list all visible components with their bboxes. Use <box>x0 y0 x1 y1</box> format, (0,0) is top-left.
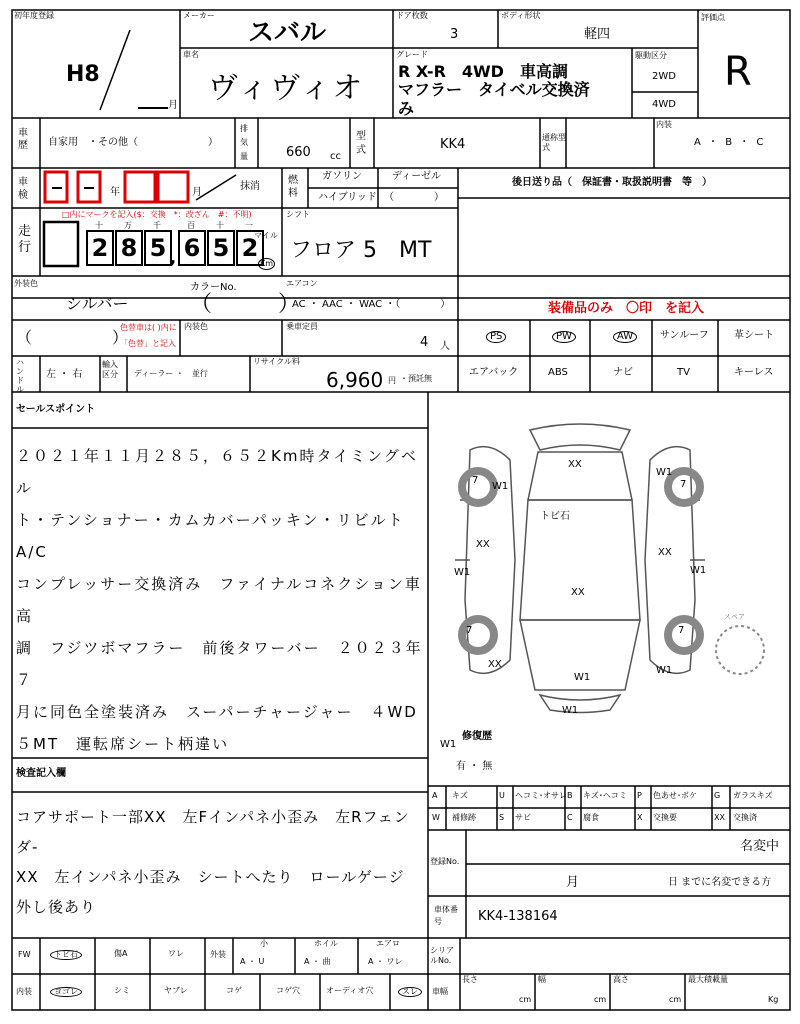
equipment-item: PS <box>486 331 506 343</box>
drive-4wd: 4WD <box>652 99 676 110</box>
small-options: A ・ U <box>240 957 265 966</box>
damage-mark: W1 <box>454 567 471 578</box>
displacement: 660 <box>286 145 311 160</box>
height-label: 高さ <box>613 975 629 984</box>
drive-2wd: 2WD <box>652 71 676 82</box>
fw-item: 傷A <box>114 949 128 958</box>
registration-label: 登録No. <box>430 857 460 866</box>
fuel-hybrid-other: （ ） <box>384 192 444 203</box>
legend-desc: 補修跡 <box>452 813 476 822</box>
unit-mile: マイル <box>254 231 278 240</box>
common-type-label: 通称型式 <box>542 133 566 152</box>
spare-label: スペア <box>724 613 745 621</box>
mileage-digit: 2 <box>236 230 264 266</box>
interior-damage-item: ヨゴレ <box>50 987 82 997</box>
fuel-diesel: ディーゼル <box>392 171 441 182</box>
grade-label: グレード <box>396 50 428 59</box>
width-label: 幅 <box>538 975 546 984</box>
fw-item: ワレ <box>168 949 184 958</box>
model-label: 車名 <box>183 50 199 59</box>
equipment-item: キーレス <box>734 367 774 378</box>
mileage-digit: 2 <box>86 230 114 266</box>
damage-mark: XX <box>476 539 490 550</box>
color-no-label: カラーNo. <box>190 282 237 293</box>
grade-line-3: み <box>398 99 415 118</box>
mileage-digit: 5 <box>207 230 235 266</box>
inspection-month-unit: 月 <box>192 187 202 198</box>
recycle-note: ・預託無 <box>400 374 432 383</box>
damage-mark: XX <box>488 659 502 670</box>
damage-mark: W1 <box>562 705 579 716</box>
unit-km: Km <box>260 259 274 268</box>
aero-label: エアロ <box>376 939 400 948</box>
recycle-label: リサイクル料 <box>253 357 300 366</box>
color-change-note-1: 色替車は( )内に <box>120 323 177 332</box>
interior-label: 内装 <box>656 120 672 129</box>
inspection-label: 車検 <box>18 177 28 201</box>
mileage-note: □内にマークを記入($：交換 *：改ざん #：不明) <box>62 210 252 219</box>
serial-label: シリアルNo. <box>430 946 454 965</box>
fw-item: トビ石 <box>50 950 82 960</box>
registration-day-text: 日 までに名変できる方 <box>668 877 772 888</box>
damage-mark: W1 <box>690 565 707 576</box>
legend-code: G <box>714 791 721 800</box>
equipment-item: PW <box>552 331 576 343</box>
recycle-fee: 6,960 <box>326 368 384 392</box>
mileage-place-label: 千 <box>153 221 161 230</box>
tire-tread: 7 <box>466 625 473 636</box>
fw-label: FW <box>18 950 31 959</box>
interior-grades: A ・ B ・ C <box>694 137 766 148</box>
interior-damage-item: オーディオ穴 <box>326 986 374 995</box>
length-unit: cm <box>519 995 532 1004</box>
doors-label: ドア枚数 <box>396 11 428 20</box>
legend-desc: キズ <box>452 791 468 800</box>
damage-mark: XX <box>658 547 672 558</box>
legend-desc: キズ･ヘコミ <box>583 791 627 800</box>
sales-points-label: セールスポイント <box>16 404 96 415</box>
legend-desc: 交換済 <box>733 813 757 822</box>
first-reg-year: H8 <box>66 62 100 87</box>
interior-damage-item: スレ <box>398 987 422 997</box>
exterior-color: シルバー <box>66 294 129 313</box>
usage-value: 自家用 ・その他（ ） <box>48 137 218 148</box>
mileage-comma: , <box>170 248 177 267</box>
legend-code: W <box>432 813 440 822</box>
inspection-year-unit: 年 <box>110 187 120 198</box>
repair-options: 有 ・ 無 <box>456 761 493 772</box>
mileage-label: 走行 <box>18 224 32 255</box>
legend-code: XX <box>714 813 725 822</box>
maker: スバル <box>248 18 327 48</box>
inspection-line: XX 左インパネ小歪み シートへたり ロールゲージ <box>16 868 405 886</box>
color-no: （ ） <box>190 292 301 317</box>
damage-mark: XX <box>568 459 582 470</box>
capacity-label: 乗車定員 <box>286 322 318 331</box>
legend-code: P <box>637 791 642 800</box>
mileage-place-label: 十 <box>95 221 103 230</box>
usage-label: 車歴 <box>18 128 28 151</box>
exterior-label: 外装 <box>210 950 226 959</box>
dims-label: 車幅 <box>432 987 448 996</box>
interior-damage-item: コゲ <box>226 986 242 995</box>
tire-tread: 7 <box>472 475 479 486</box>
width-unit: cm <box>594 995 607 1004</box>
sales-line: コンプレッサー交換済み ファイナルコネクション車高 <box>16 575 422 625</box>
equipment-item: ナビ <box>613 367 633 378</box>
equipment-item: サンルーフ <box>660 330 709 341</box>
capacity-unit: 人 <box>440 341 450 352</box>
legend-code: B <box>567 791 573 800</box>
score-label: 評価点 <box>701 13 725 22</box>
interior-damage-item: コゲ穴 <box>276 986 300 995</box>
legend-code: A <box>432 791 438 800</box>
damage-mark: トビ石 <box>540 511 570 522</box>
mileage-place-label: 十 <box>216 221 224 230</box>
fuel-label: 燃料 <box>288 175 298 199</box>
sales-line: ５MT 運転席シート柄違い <box>16 735 230 753</box>
equipment-item: ABS <box>548 367 568 378</box>
damage-mark: W1 <box>574 672 591 683</box>
displacement-label: 排気量 <box>240 124 248 161</box>
body-label: ボディ形状 <box>501 11 541 20</box>
legend-code: S <box>499 813 505 822</box>
damage-mark: W1 <box>492 481 509 492</box>
tire-tread: 7 <box>678 625 685 636</box>
chassis-label: 車体番号 <box>434 905 458 926</box>
ac-value: AC ・ AAC ・ WAC ・（ ） <box>292 299 451 310</box>
type-label: 型式 <box>356 131 366 156</box>
height-unit: cm <box>669 995 682 1004</box>
first-reg-month-unit: 月 <box>168 100 178 111</box>
damage-mark: XX <box>571 587 585 598</box>
shift-label: シフト <box>286 210 310 219</box>
capacity: 4 <box>420 335 429 350</box>
mileage-digit: 5 <box>144 230 172 266</box>
mileage-place-label: 百 <box>187 221 195 230</box>
body-type: 軽四 <box>584 27 611 42</box>
sales-points-text <box>16 440 424 760</box>
recycle-unit: 円 <box>388 376 396 385</box>
equipment-item: AW <box>613 331 637 343</box>
fuel-gasoline: ガソリン <box>322 171 362 182</box>
legend-code: X <box>637 813 643 822</box>
damage-mark: W1 <box>656 467 673 478</box>
mileage-place-label: 一 <box>245 221 253 230</box>
interior-damage-item: ヤブレ <box>164 986 188 995</box>
repair-label: 修復歴 <box>462 731 492 742</box>
first-reg-label: 初年度登録 <box>14 11 54 20</box>
shift-value: フロア 5 MT <box>290 238 432 263</box>
sales-line: 月に同色全塗装済み スーパーチャージャー ４WD <box>16 703 418 721</box>
legend-desc: ヘコミ･オサレ <box>515 791 567 800</box>
maker-label: メーカー <box>183 11 215 20</box>
import-label: 輸入区分 <box>102 360 118 379</box>
inspection-expired: 抹消 <box>240 181 260 192</box>
handle-label: ハンドル <box>16 358 24 394</box>
sales-line: ト・テンショナー・カムカバーパッキン・リビルトA/C <box>16 511 405 561</box>
import-value: ディーラー ・ 並行 <box>134 369 208 378</box>
legend-desc: 腐食 <box>583 813 599 822</box>
ac-label: エアコン <box>286 279 318 288</box>
handle-value: 左 ・ 右 <box>46 369 83 380</box>
equipment-item: エアバック <box>469 367 519 378</box>
legend-desc: 色あせ･ボケ <box>653 791 697 800</box>
legend-desc: 交換要 <box>653 813 677 822</box>
displacement-unit: cc <box>330 151 341 162</box>
model-name: ヴィヴィオ <box>208 71 365 106</box>
mileage-digit: 8 <box>115 230 143 266</box>
interior-damage-item: シミ <box>114 986 130 995</box>
int-label: 内装 <box>16 987 32 996</box>
equipment-header: 装備品のみ 〇印 を記入 <box>548 301 705 316</box>
legend-desc: ガラスキズ <box>733 791 773 800</box>
legend-desc: サビ <box>515 813 531 822</box>
inspection-notes-label: 検査記入欄 <box>16 768 66 779</box>
color-change: （ ） <box>16 328 129 347</box>
damage-mark: W1 <box>440 739 457 750</box>
legend-code: U <box>499 791 505 800</box>
interior-color-label: 内装色 <box>184 322 208 331</box>
mileage-place-label: 万 <box>124 221 132 230</box>
inspection-notes-text <box>16 802 424 922</box>
wheel-options: A ・ 曲 <box>304 957 331 966</box>
type-value: KK4 <box>440 137 466 152</box>
weight-unit: Kg <box>768 995 779 1004</box>
grade-line-1: R X-R 4WD 車高調 <box>398 62 568 81</box>
exterior-color-label: 外装色 <box>14 279 38 288</box>
weight-label: 最大積載量 <box>688 975 728 984</box>
registration-month-unit: 月 <box>566 875 580 890</box>
score: R <box>724 49 752 95</box>
inspection-line: コアサポート一部XX 左Fインパネ小歪み 左Rフェンダ- <box>16 808 410 856</box>
drive-label: 駆動区分 <box>635 51 667 60</box>
name-change: 名変中 <box>740 839 780 854</box>
fuel-hybrid: ハイブリッド <box>318 192 377 203</box>
inspection-line: 外し後あり <box>16 898 97 916</box>
tire-tread: 7 <box>680 479 687 490</box>
doors: 3 <box>450 27 459 42</box>
small-label: 小 <box>260 939 268 948</box>
chassis-number: KK4-138164 <box>478 909 558 924</box>
equipment-item: TV <box>677 367 690 378</box>
damage-mark: W1 <box>656 665 673 676</box>
grade-line-2: マフラー タイベル交換済 <box>398 80 590 99</box>
mileage-digit: 6 <box>178 230 206 266</box>
later-docs: 後日送り品（ 保証書・取扱説明書 等 ） <box>512 177 712 188</box>
sales-line: ２０２１年１１月２８５，６５２Km時タイミングベル <box>16 447 418 497</box>
length-label: 長さ <box>462 975 478 984</box>
sales-line: 調 フジツボマフラー 前後タワーバー ２０２３年７ <box>16 639 423 689</box>
legend-code: C <box>567 813 573 822</box>
color-change-note-2: 「色替」と記入 <box>120 339 176 348</box>
wheel-label: ホイル <box>314 939 338 948</box>
equipment-item: 革シート <box>734 330 774 341</box>
aero-options: A ・ ワレ <box>368 957 403 966</box>
